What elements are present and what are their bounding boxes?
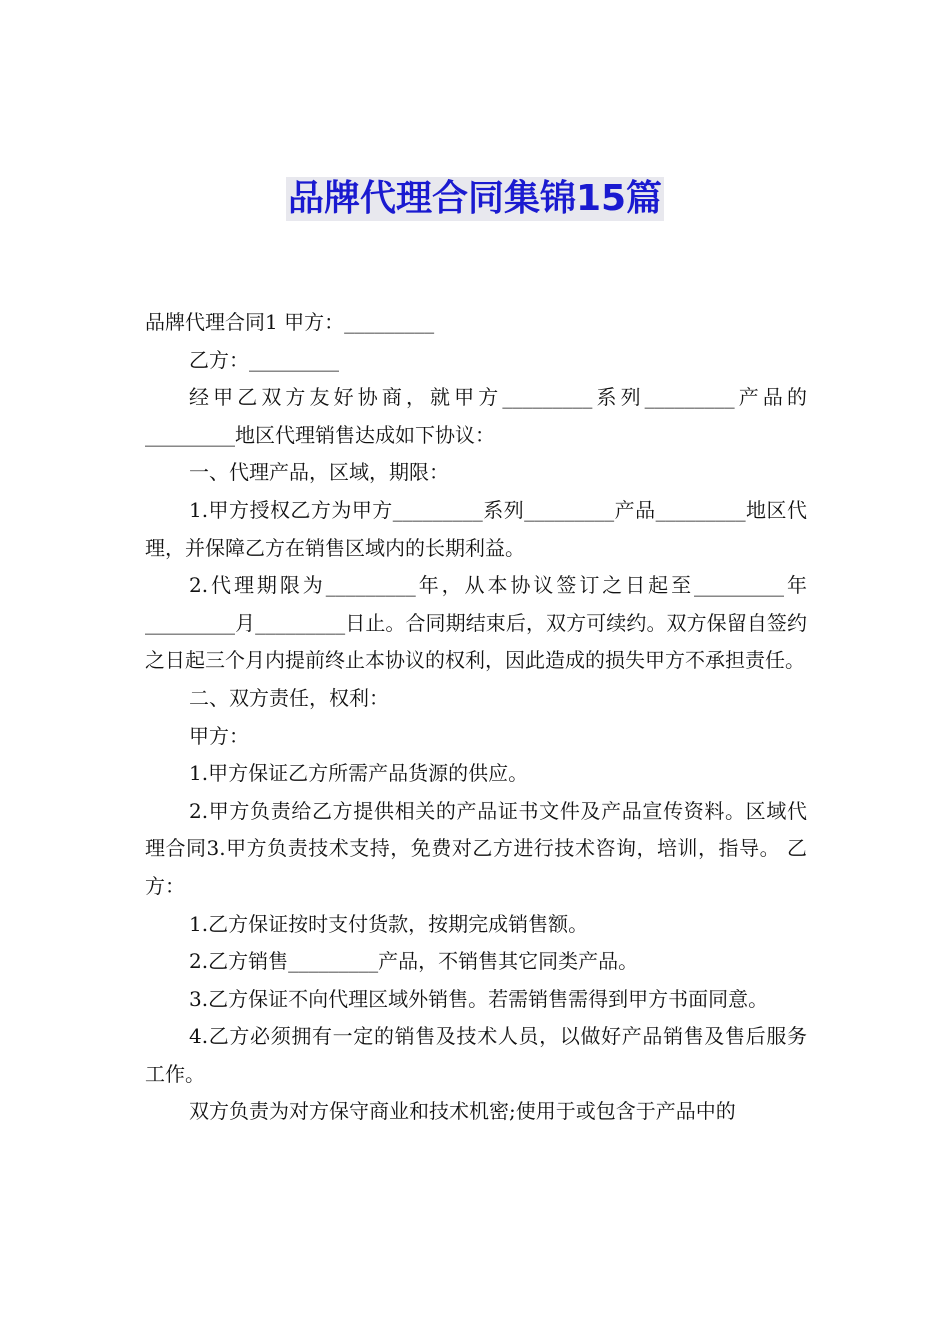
clause-a-1: 1.甲方保证乙方所需产品货源的供应。	[189, 761, 529, 786]
clause-b-3: 3.乙方保证不向代理区域外销售。若需销售需得到甲方书面同意。	[189, 986, 769, 1011]
party-b-line: 乙方：_________	[189, 347, 339, 372]
section-2-heading: 二、双方责任，权利：	[189, 685, 389, 710]
contract-heading-line: 品牌代理合同1 甲方：_________	[145, 310, 435, 334]
party-a-label: 甲方：	[189, 723, 249, 748]
document-title: 品牌代理合同集锦15篇	[287, 178, 663, 219]
clause-b-2: 2.乙方销售_________产品，不销售其它同类产品。	[189, 949, 639, 974]
clause-1-1: 1.甲方授权乙方为甲方_________系列_________产品_________地区代理，并保障乙方在销售区域内的长期利益。	[145, 497, 807, 560]
section-1-heading: 一、代理产品，区域，期限：	[189, 460, 449, 485]
title-container	[0, 177, 950, 221]
clause-b-1: 1.乙方保证按时支付货款，按期完成销售额。	[189, 911, 589, 936]
clause-1-2: 2.代理期限为_________年，从本协议签订之日起至_________年_________月_________日止。合同期结束后，双方可续约。双方保留自签约之日起三个月内提前终止本协议的权利，因此造成的损失甲方不承担责任。	[145, 573, 807, 673]
clause-b-4: 4.乙方必须拥有一定的销售及技术人员，以做好产品销售及售后服务工作。	[145, 1024, 807, 1086]
confidentiality-paragraph: 双方负责为对方保守商业和技术机密;使用于或包含于产品中的	[189, 1099, 736, 1124]
intro-paragraph: 经甲乙双方友好协商，就甲方_________系列_________产品的_________地区代理销售达成如下协议：	[145, 385, 807, 447]
clause-a-2: 2.甲方负责给乙方提供相关的产品证书文件及产品宣传资料。区域代理合同3.甲方负责技术支持，免费对乙方进行技术咨询，培训，指导。 乙方：	[145, 798, 807, 898]
document-body	[145, 304, 807, 1131]
